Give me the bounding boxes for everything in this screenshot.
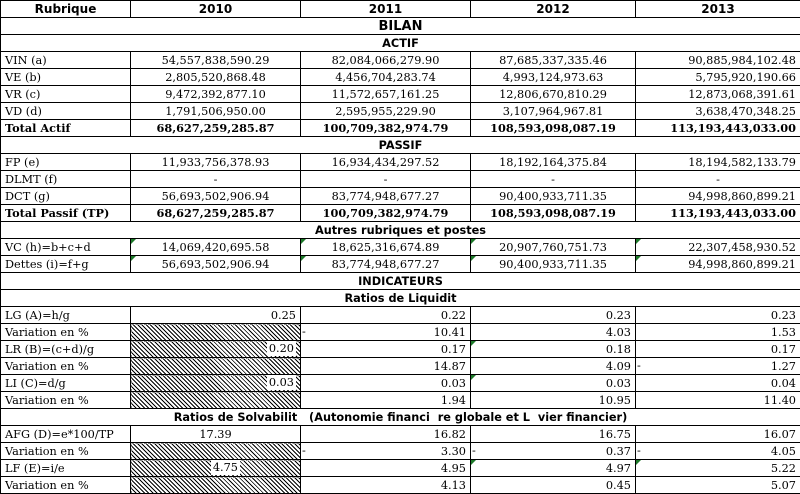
cell-2013[interactable]: 5.07 [636, 477, 800, 494]
cell-2010[interactable]: 11,933,756,378.93 [131, 154, 301, 171]
cell-2012[interactable]: 10.95 [471, 392, 636, 409]
comment-indicator-icon [636, 239, 641, 244]
row-label[interactable]: VIN (a) [1, 52, 131, 69]
section-indicateurs-row [1, 273, 800, 290]
cell-2012[interactable]: 87,685,337,335.46 [471, 52, 636, 69]
section-indicateurs[interactable]: INDICATEURS [1, 273, 800, 290]
table-row [1, 426, 800, 443]
minus-sign: - [302, 324, 306, 339]
cell-2011[interactable]: 0.17 [301, 341, 471, 358]
cell-2012[interactable]: 108,593,098,087.19 [471, 205, 636, 222]
cell-2011[interactable] [301, 239, 471, 256]
row-label[interactable]: Total Passif (TP) [1, 205, 131, 222]
cell-2011[interactable]: 2,595,955,229.90 [301, 103, 471, 120]
row-label[interactable]: FP (e) [1, 154, 131, 171]
row-label[interactable]: Total Actif [1, 120, 131, 137]
cell-2010[interactable] [131, 341, 301, 358]
section-bilan[interactable]: BILAN [1, 18, 800, 35]
cell-2010[interactable]: 54,557,838,590.29 [131, 52, 301, 69]
section-solvabilite[interactable]: Ratios de Solvabilit (Autonomie financi re globale et L vier financier) [1, 409, 800, 426]
cell-2012[interactable]: 4.03 [471, 324, 636, 341]
cell-2011[interactable]: 82,084,066,279.90 [301, 52, 471, 69]
cell-value: 5.22 [771, 462, 796, 475]
section-actif-row [1, 35, 800, 52]
comment-indicator-icon [636, 256, 641, 261]
cell-2013[interactable]: 0.04 [636, 375, 800, 392]
table-row [1, 392, 800, 409]
cell-2013[interactable]: 113,193,443,033.00 [636, 205, 800, 222]
row-label[interactable]: LR (B)=(c+d)/g [1, 341, 131, 358]
cell-value: 4.97 [606, 462, 631, 475]
comment-indicator-icon [471, 460, 476, 465]
cell-2010[interactable]: - [131, 171, 301, 188]
cell-value: 4.05 [771, 445, 796, 458]
cell-2012[interactable]: 16.75 [471, 426, 636, 443]
cell-2013[interactable]: 3,638,470,348.25 [636, 103, 800, 120]
comment-indicator-icon [471, 375, 476, 380]
hatched-cell[interactable] [131, 443, 301, 460]
cell-2013[interactable]: 11.40 [636, 392, 800, 409]
table-row [1, 341, 800, 358]
cell-2012[interactable]: 4.09 [471, 358, 636, 375]
col-header-2011[interactable]: 2011 [301, 1, 471, 18]
cell-2012[interactable]: - [471, 171, 636, 188]
cell-2013[interactable]: 18,194,582,133.79 [636, 154, 800, 171]
cell-2013[interactable]: 1.53 [636, 324, 800, 341]
cell-2011[interactable]: 16.82 [301, 426, 471, 443]
table-row [1, 256, 800, 273]
table-row [1, 324, 800, 341]
cell-value: 90,400,933,711.35 [499, 258, 607, 271]
cell-value: 4.75 [211, 460, 240, 475]
col-header-2013[interactable]: 2013 [636, 1, 800, 18]
cell-2012[interactable] [471, 460, 636, 477]
cell-2013[interactable]: 90,885,984,102.48 [636, 52, 800, 69]
cell-value: 0.03 [267, 375, 296, 390]
cell-2013[interactable]: - [636, 171, 800, 188]
cell-2012[interactable] [471, 341, 636, 358]
minus-sign: - [637, 443, 641, 458]
row-label[interactable]: LF (E)=i/e [1, 460, 131, 477]
cell-2010[interactable]: 0.25 [131, 307, 301, 324]
cell-value: 3.30 [441, 445, 466, 458]
comment-indicator-icon [471, 239, 476, 244]
cell-2011[interactable] [301, 256, 471, 273]
cell-2012[interactable]: 4,993,124,973.63 [471, 69, 636, 86]
cell-2011[interactable]: 4,456,704,283.74 [301, 69, 471, 86]
comment-indicator-icon [636, 460, 641, 465]
row-label[interactable]: DCT (g) [1, 188, 131, 205]
table-row [1, 307, 800, 324]
cell-2010[interactable] [131, 375, 301, 392]
comment-indicator-icon [131, 239, 136, 244]
row-label[interactable]: VR (c) [1, 86, 131, 103]
section-solvabilite-row [1, 409, 800, 426]
cell-2010[interactable]: 1,791,506,950.00 [131, 103, 301, 120]
hatched-cell[interactable] [131, 392, 301, 409]
cell-2011[interactable]: 0.22 [301, 307, 471, 324]
cell-2011[interactable]: 14.87 [301, 358, 471, 375]
table-row [1, 358, 800, 375]
section-autres[interactable]: Autres rubriques et postes [1, 222, 800, 239]
cell-2012[interactable]: 3,107,964,967.81 [471, 103, 636, 120]
cell-2012[interactable] [471, 239, 636, 256]
table-row [1, 205, 800, 222]
cell-value: 20,907,760,751.73 [499, 241, 607, 254]
table-row [1, 52, 800, 69]
col-header-rubrique[interactable]: Rubrique [1, 1, 131, 18]
cell-2011[interactable]: 83,774,948,677.27 [301, 188, 471, 205]
cell-value: 14,069,420,695.58 [162, 241, 270, 254]
table-row [1, 375, 800, 392]
row-label[interactable]: LG (A)=h/g [1, 307, 131, 324]
cell-value: 83,774,948,677.27 [332, 258, 440, 271]
col-header-2012[interactable]: 2012 [471, 1, 636, 18]
cell-2010[interactable]: 9,472,392,877.10 [131, 86, 301, 103]
cell-2011[interactable]: - [301, 171, 471, 188]
minus-sign: - [637, 358, 641, 373]
minus-sign: - [472, 443, 476, 458]
cell-2012[interactable]: 18,192,164,375.84 [471, 154, 636, 171]
cell-2013[interactable]: 94,998,860,899.21 [636, 188, 800, 205]
cell-2013[interactable] [636, 443, 800, 460]
cell-2012[interactable] [471, 256, 636, 273]
table-row [1, 460, 800, 477]
comment-indicator-icon [131, 256, 136, 261]
cell-2013[interactable]: 12,873,068,391.61 [636, 86, 800, 103]
table-row [1, 171, 800, 188]
section-autres-row [1, 222, 800, 239]
section-liquidite[interactable]: Ratios de Liquidit [1, 290, 800, 307]
cell-value: 0.18 [606, 343, 631, 356]
comment-indicator-icon [301, 239, 306, 244]
table-row [1, 86, 800, 103]
cell-2010[interactable] [131, 460, 301, 477]
row-label[interactable]: VC (h)=b+c+d [1, 239, 131, 256]
cell-2011[interactable]: 0.03 [301, 375, 471, 392]
hatched-cell[interactable] [131, 358, 301, 375]
cell-value: 56,693,502,906.94 [162, 258, 270, 271]
row-label[interactable]: VD (d) [1, 103, 131, 120]
cell-2011[interactable]: 4.13 [301, 477, 471, 494]
cell-2012[interactable]: 0.23 [471, 307, 636, 324]
cell-2010[interactable]: 68,627,259,285.87 [131, 120, 301, 137]
header-row [1, 1, 800, 18]
row-label[interactable]: DLMT (f) [1, 171, 131, 188]
table-row [1, 188, 800, 205]
cell-2012[interactable] [471, 443, 636, 460]
cell-2010[interactable]: 2,805,520,868.48 [131, 69, 301, 86]
table-row [1, 120, 800, 137]
cell-value: 0.20 [267, 341, 296, 356]
cell-2011[interactable]: 11,572,657,161.25 [301, 86, 471, 103]
cell-value: 22,307,458,930.52 [688, 241, 796, 254]
cell-2013[interactable]: 0.23 [636, 307, 800, 324]
cell-2010[interactable]: 17.39 [131, 426, 301, 443]
row-label[interactable]: Variation en % [1, 477, 131, 494]
cell-2013[interactable]: 113,193,443,033.00 [636, 120, 800, 137]
col-header-2010[interactable]: 2010 [131, 1, 301, 18]
cell-2013[interactable]: 16.07 [636, 426, 800, 443]
cell-2013[interactable]: 0.17 [636, 341, 800, 358]
row-label[interactable]: Variation en % [1, 358, 131, 375]
table-row [1, 477, 800, 494]
cell-2011[interactable]: 100,709,382,974.79 [301, 120, 471, 137]
cell-2012[interactable]: 90,400,933,711.35 [471, 188, 636, 205]
row-label[interactable]: Variation en % [1, 443, 131, 460]
table-row [1, 239, 800, 256]
row-label[interactable]: VE (b) [1, 69, 131, 86]
cell-2011[interactable]: 1.94 [301, 392, 471, 409]
cell-value: 10.41 [434, 326, 466, 339]
cell-value: 1.27 [771, 360, 796, 373]
cell-2010[interactable]: 68,627,259,285.87 [131, 205, 301, 222]
table-row [1, 69, 800, 86]
comment-indicator-icon [301, 256, 306, 261]
cell-2012[interactable]: 0.45 [471, 477, 636, 494]
cell-2010[interactable]: 56,693,502,906.94 [131, 188, 301, 205]
cell-2011[interactable] [301, 324, 471, 341]
cell-value: 18,625,316,674.89 [332, 241, 440, 254]
row-label[interactable]: AFG (D)=e*100/TP [1, 426, 131, 443]
minus-sign: - [302, 443, 306, 458]
cell-2012[interactable] [471, 375, 636, 392]
comment-indicator-icon [471, 341, 476, 346]
comment-indicator-icon [471, 256, 476, 261]
cell-2013[interactable] [636, 239, 800, 256]
cell-2010[interactable] [131, 256, 301, 273]
hatched-cell[interactable] [131, 324, 301, 341]
cell-2012[interactable]: 12,806,670,810.29 [471, 86, 636, 103]
table-row [1, 443, 800, 460]
cell-2011[interactable]: 16,934,434,297.52 [301, 154, 471, 171]
cell-2011[interactable]: 100,709,382,974.79 [301, 205, 471, 222]
cell-2013[interactable] [636, 358, 800, 375]
section-liquidite-row [1, 290, 800, 307]
row-label[interactable]: Dettes (i)=f+g [1, 256, 131, 273]
section-actif[interactable]: ACTIF [1, 35, 800, 52]
section-passif-row [1, 137, 800, 154]
section-bilan-row [1, 18, 800, 35]
cell-2010[interactable] [131, 239, 301, 256]
cell-value: 94,998,860,899.21 [688, 258, 796, 271]
cell-2013[interactable] [636, 256, 800, 273]
row-label[interactable]: Variation en % [1, 392, 131, 409]
section-passif[interactable]: PASSIF [1, 137, 800, 154]
row-label[interactable]: LI (C)=d/g [1, 375, 131, 392]
cell-2012[interactable]: 108,593,098,087.19 [471, 120, 636, 137]
cell-2013[interactable]: 5,795,920,190.66 [636, 69, 800, 86]
table-row [1, 103, 800, 120]
hatched-cell[interactable] [131, 477, 301, 494]
cell-2011[interactable]: 4.95 [301, 460, 471, 477]
table-row [1, 154, 800, 171]
cell-2011[interactable] [301, 443, 471, 460]
cell-2013[interactable] [636, 460, 800, 477]
row-label[interactable]: Variation en % [1, 324, 131, 341]
cell-value: 0.03 [606, 377, 631, 390]
cell-value: 0.37 [606, 445, 631, 458]
